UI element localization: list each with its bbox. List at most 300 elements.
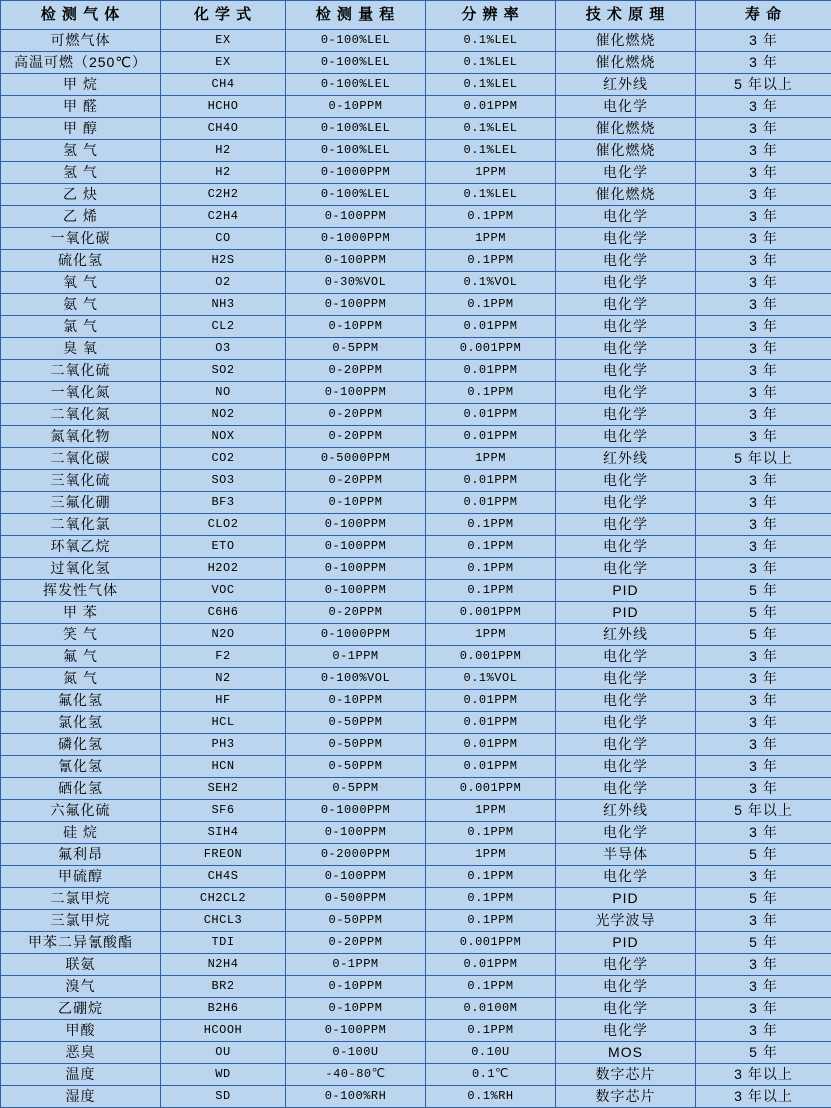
cell-range: 0-1000PPM <box>286 624 426 646</box>
cell-resolution: 0.001PPM <box>426 338 556 360</box>
cell-range: 0-1PPM <box>286 646 426 668</box>
cell-range: 0-20PPM <box>286 360 426 382</box>
cell-gas: 过氧化氢 <box>1 558 161 580</box>
cell-resolution: 0.1℃ <box>426 1064 556 1086</box>
cell-lifetime: 3 年 <box>696 228 831 250</box>
cell-gas: 氯化氢 <box>1 712 161 734</box>
cell-lifetime: 3 年 <box>696 250 831 272</box>
cell-formula: C2H2 <box>161 184 286 206</box>
cell-resolution: 0.1%LEL <box>426 140 556 162</box>
cell-range: 0-500PPM <box>286 888 426 910</box>
table-row <box>1 558 831 580</box>
column-header-principle: 技 术 原 理 <box>556 1 696 30</box>
cell-range: 0-10PPM <box>286 96 426 118</box>
cell-gas: 氢 气 <box>1 162 161 184</box>
cell-principle: 数字芯片 <box>556 1064 696 1086</box>
table-row <box>1 888 831 910</box>
cell-formula: BR2 <box>161 976 286 998</box>
cell-resolution: 0.01PPM <box>426 734 556 756</box>
cell-resolution: 0.001PPM <box>426 646 556 668</box>
table-row <box>1 1042 831 1064</box>
cell-gas: 甲硫醇 <box>1 866 161 888</box>
table-row <box>1 30 831 52</box>
cell-formula: H2S <box>161 250 286 272</box>
cell-formula: C6H6 <box>161 602 286 624</box>
cell-lifetime: 3 年 <box>696 558 831 580</box>
cell-gas: 二氧化碳 <box>1 448 161 470</box>
cell-formula: OU <box>161 1042 286 1064</box>
cell-range: 0-50PPM <box>286 734 426 756</box>
cell-formula: CLO2 <box>161 514 286 536</box>
cell-formula: H2 <box>161 140 286 162</box>
cell-principle: 电化学 <box>556 536 696 558</box>
cell-resolution: 0.01PPM <box>426 690 556 712</box>
table-row <box>1 1086 831 1108</box>
cell-principle: 电化学 <box>556 778 696 800</box>
table-row <box>1 976 831 998</box>
cell-principle: 半导体 <box>556 844 696 866</box>
cell-formula: HF <box>161 690 286 712</box>
table-row <box>1 140 831 162</box>
cell-lifetime: 3 年 <box>696 404 831 426</box>
cell-resolution: 1PPM <box>426 624 556 646</box>
cell-gas: 氨 气 <box>1 294 161 316</box>
cell-gas: 联氨 <box>1 954 161 976</box>
cell-resolution: 0.1PPM <box>426 822 556 844</box>
cell-formula: SO3 <box>161 470 286 492</box>
cell-principle: 电化学 <box>556 294 696 316</box>
cell-formula: SIH4 <box>161 822 286 844</box>
table-row <box>1 624 831 646</box>
cell-principle: 电化学 <box>556 206 696 228</box>
cell-resolution: 0.1PPM <box>426 206 556 228</box>
table-row <box>1 866 831 888</box>
cell-range: 0-20PPM <box>286 426 426 448</box>
cell-formula: F2 <box>161 646 286 668</box>
cell-lifetime: 3 年 <box>696 294 831 316</box>
cell-range: 0-100PPM <box>286 822 426 844</box>
cell-lifetime: 3 年 <box>696 910 831 932</box>
cell-gas: 甲 烷 <box>1 74 161 96</box>
column-header-range: 检 测 量 程 <box>286 1 426 30</box>
cell-lifetime: 5 年 <box>696 844 831 866</box>
cell-lifetime: 3 年以上 <box>696 1086 831 1108</box>
table-row <box>1 646 831 668</box>
table-row <box>1 668 831 690</box>
cell-gas: 环氧乙烷 <box>1 536 161 558</box>
cell-principle: 电化学 <box>556 734 696 756</box>
cell-resolution: 0.01PPM <box>426 712 556 734</box>
cell-resolution: 0.01PPM <box>426 756 556 778</box>
cell-principle: 电化学 <box>556 690 696 712</box>
cell-resolution: 0.01PPM <box>426 404 556 426</box>
cell-lifetime: 3 年 <box>696 118 831 140</box>
cell-principle: 催化燃烧 <box>556 30 696 52</box>
cell-gas: 硒化氢 <box>1 778 161 800</box>
cell-principle: 催化燃烧 <box>556 184 696 206</box>
table-row <box>1 228 831 250</box>
cell-resolution: 0.001PPM <box>426 778 556 800</box>
cell-lifetime: 5 年 <box>696 888 831 910</box>
cell-range: -40-80℃ <box>286 1064 426 1086</box>
cell-lifetime: 3 年 <box>696 206 831 228</box>
cell-principle: 电化学 <box>556 1020 696 1042</box>
cell-gas: 氧 气 <box>1 272 161 294</box>
table-row <box>1 448 831 470</box>
table-row <box>1 514 831 536</box>
cell-lifetime: 3 年 <box>696 1020 831 1042</box>
cell-formula: N2O <box>161 624 286 646</box>
cell-range: 0-100%RH <box>286 1086 426 1108</box>
table-row <box>1 470 831 492</box>
cell-lifetime: 3 年 <box>696 162 831 184</box>
cell-principle: 电化学 <box>556 316 696 338</box>
table-row <box>1 206 831 228</box>
column-header-gas: 检 测 气 体 <box>1 1 161 30</box>
cell-principle: 电化学 <box>556 272 696 294</box>
cell-range: 0-20PPM <box>286 602 426 624</box>
cell-lifetime: 3 年 <box>696 976 831 998</box>
cell-resolution: 0.01PPM <box>426 470 556 492</box>
cell-range: 0-10PPM <box>286 316 426 338</box>
cell-principle: 电化学 <box>556 228 696 250</box>
column-header-lifetime: 寿 命 <box>696 1 831 30</box>
cell-range: 0-10PPM <box>286 998 426 1020</box>
cell-principle: 电化学 <box>556 426 696 448</box>
cell-principle: 电化学 <box>556 558 696 580</box>
cell-lifetime: 3 年 <box>696 470 831 492</box>
cell-range: 0-100PPM <box>286 206 426 228</box>
cell-formula: ETO <box>161 536 286 558</box>
cell-lifetime: 5 年 <box>696 602 831 624</box>
cell-range: 0-100%VOL <box>286 668 426 690</box>
cell-principle: 光学波导 <box>556 910 696 932</box>
cell-resolution: 0.01PPM <box>426 360 556 382</box>
table-row <box>1 800 831 822</box>
cell-principle: 电化学 <box>556 646 696 668</box>
cell-range: 0-1PPM <box>286 954 426 976</box>
cell-gas: 乙 烯 <box>1 206 161 228</box>
cell-lifetime: 3 年 <box>696 514 831 536</box>
cell-gas: 氟 气 <box>1 646 161 668</box>
table-row <box>1 404 831 426</box>
cell-range: 0-1000PPM <box>286 800 426 822</box>
cell-principle: 电化学 <box>556 866 696 888</box>
cell-formula: TDI <box>161 932 286 954</box>
cell-gas: 甲酸 <box>1 1020 161 1042</box>
cell-gas: 挥发性气体 <box>1 580 161 602</box>
cell-lifetime: 3 年 <box>696 998 831 1020</box>
cell-lifetime: 3 年 <box>696 426 831 448</box>
cell-resolution: 0.01PPM <box>426 954 556 976</box>
cell-lifetime: 5 年 <box>696 1042 831 1064</box>
cell-resolution: 0.1PPM <box>426 294 556 316</box>
cell-principle: 催化燃烧 <box>556 118 696 140</box>
table-row <box>1 162 831 184</box>
cell-resolution: 0.1%LEL <box>426 52 556 74</box>
cell-gas: 一氧化碳 <box>1 228 161 250</box>
cell-gas: 一氧化氮 <box>1 382 161 404</box>
table-row <box>1 294 831 316</box>
cell-range: 0-100PPM <box>286 250 426 272</box>
cell-gas: 三氟化硼 <box>1 492 161 514</box>
cell-formula: EX <box>161 30 286 52</box>
cell-principle: 电化学 <box>556 998 696 1020</box>
cell-gas: 笑 气 <box>1 624 161 646</box>
table-row <box>1 360 831 382</box>
cell-resolution: 1PPM <box>426 162 556 184</box>
cell-range: 0-100%LEL <box>286 74 426 96</box>
cell-lifetime: 3 年 <box>696 866 831 888</box>
cell-gas: 甲苯二异氰酸酯 <box>1 932 161 954</box>
cell-formula: NH3 <box>161 294 286 316</box>
cell-principle: 电化学 <box>556 360 696 382</box>
cell-principle: 电化学 <box>556 756 696 778</box>
table-row <box>1 52 831 74</box>
cell-formula: VOC <box>161 580 286 602</box>
cell-principle: 红外线 <box>556 624 696 646</box>
cell-lifetime: 3 年 <box>696 734 831 756</box>
cell-range: 0-30%VOL <box>286 272 426 294</box>
cell-lifetime: 3 年 <box>696 30 831 52</box>
table-row <box>1 778 831 800</box>
cell-range: 0-5000PPM <box>286 448 426 470</box>
cell-formula: CHCL3 <box>161 910 286 932</box>
cell-range: 0-100PPM <box>286 866 426 888</box>
cell-principle: 电化学 <box>556 382 696 404</box>
cell-resolution: 0.1PPM <box>426 976 556 998</box>
cell-range: 0-50PPM <box>286 756 426 778</box>
cell-principle: 电化学 <box>556 954 696 976</box>
cell-formula: HCHO <box>161 96 286 118</box>
cell-range: 0-100PPM <box>286 382 426 404</box>
cell-range: 0-1000PPM <box>286 162 426 184</box>
cell-resolution: 0.1%RH <box>426 1086 556 1108</box>
cell-range: 0-20PPM <box>286 404 426 426</box>
cell-formula: SEH2 <box>161 778 286 800</box>
cell-gas: 甲 醛 <box>1 96 161 118</box>
cell-principle: 电化学 <box>556 96 696 118</box>
cell-resolution: 0.1PPM <box>426 580 556 602</box>
cell-formula: BF3 <box>161 492 286 514</box>
cell-range: 0-100%LEL <box>286 52 426 74</box>
cell-resolution: 0.1PPM <box>426 1020 556 1042</box>
cell-lifetime: 5 年 <box>696 580 831 602</box>
cell-principle: 红外线 <box>556 448 696 470</box>
cell-formula: CH4O <box>161 118 286 140</box>
cell-formula: NO2 <box>161 404 286 426</box>
cell-formula: SD <box>161 1086 286 1108</box>
cell-lifetime: 3 年 <box>696 756 831 778</box>
cell-principle: 催化燃烧 <box>556 140 696 162</box>
cell-range: 0-5PPM <box>286 778 426 800</box>
cell-lifetime: 5 年 <box>696 624 831 646</box>
cell-range: 0-100PPM <box>286 536 426 558</box>
cell-gas: 乙硼烷 <box>1 998 161 1020</box>
cell-principle: 电化学 <box>556 162 696 184</box>
table-row <box>1 602 831 624</box>
cell-lifetime: 3 年 <box>696 712 831 734</box>
table-row <box>1 712 831 734</box>
header-row <box>1 1 831 30</box>
cell-formula: B2H6 <box>161 998 286 1020</box>
cell-resolution: 0.01PPM <box>426 492 556 514</box>
table-row <box>1 690 831 712</box>
cell-formula: CH2CL2 <box>161 888 286 910</box>
cell-lifetime: 3 年 <box>696 272 831 294</box>
cell-gas: 氯 气 <box>1 316 161 338</box>
cell-formula: CH4 <box>161 74 286 96</box>
cell-gas: 甲 苯 <box>1 602 161 624</box>
table-row <box>1 580 831 602</box>
cell-gas: 高温可燃（250℃） <box>1 52 161 74</box>
cell-principle: 电化学 <box>556 404 696 426</box>
cell-principle: PID <box>556 888 696 910</box>
cell-principle: 红外线 <box>556 74 696 96</box>
cell-range: 0-100PPM <box>286 580 426 602</box>
cell-lifetime: 3 年 <box>696 338 831 360</box>
cell-range: 0-50PPM <box>286 910 426 932</box>
table-row <box>1 426 831 448</box>
cell-gas: 三氯甲烷 <box>1 910 161 932</box>
cell-gas: 二氧化硫 <box>1 360 161 382</box>
cell-principle: MOS <box>556 1042 696 1064</box>
cell-formula: CL2 <box>161 316 286 338</box>
cell-resolution: 0.1PPM <box>426 514 556 536</box>
cell-resolution: 0.01PPM <box>426 426 556 448</box>
cell-resolution: 0.1PPM <box>426 536 556 558</box>
cell-gas: 二氧化氯 <box>1 514 161 536</box>
cell-formula: O2 <box>161 272 286 294</box>
cell-range: 0-10PPM <box>286 492 426 514</box>
cell-lifetime: 3 年 <box>696 954 831 976</box>
cell-gas: 氢 气 <box>1 140 161 162</box>
table-row <box>1 74 831 96</box>
cell-range: 0-100%LEL <box>286 140 426 162</box>
table-row <box>1 954 831 976</box>
cell-resolution: 0.1PPM <box>426 382 556 404</box>
cell-range: 0-100%LEL <box>286 118 426 140</box>
cell-resolution: 0.001PPM <box>426 602 556 624</box>
table-row <box>1 536 831 558</box>
cell-gas: 氮 气 <box>1 668 161 690</box>
table-row <box>1 382 831 404</box>
cell-resolution: 0.1PPM <box>426 866 556 888</box>
cell-formula: SO2 <box>161 360 286 382</box>
table-row <box>1 756 831 778</box>
cell-principle: 电化学 <box>556 338 696 360</box>
cell-range: 0-1000PPM <box>286 228 426 250</box>
table-row <box>1 910 831 932</box>
cell-gas: 可燃气体 <box>1 30 161 52</box>
cell-resolution: 1PPM <box>426 228 556 250</box>
cell-lifetime: 5 年 <box>696 932 831 954</box>
cell-gas: 甲 醇 <box>1 118 161 140</box>
table-row <box>1 338 831 360</box>
cell-lifetime: 3 年 <box>696 316 831 338</box>
cell-range: 0-100%LEL <box>286 30 426 52</box>
cell-formula: HCOOH <box>161 1020 286 1042</box>
table-row <box>1 316 831 338</box>
cell-gas: 二氯甲烷 <box>1 888 161 910</box>
column-header-resolution: 分 辨 率 <box>426 1 556 30</box>
cell-gas: 硫化氢 <box>1 250 161 272</box>
cell-gas: 二氧化氮 <box>1 404 161 426</box>
cell-formula: H2 <box>161 162 286 184</box>
cell-formula: EX <box>161 52 286 74</box>
cell-gas: 氟化氢 <box>1 690 161 712</box>
cell-range: 0-100PPM <box>286 558 426 580</box>
cell-formula: N2H4 <box>161 954 286 976</box>
cell-resolution: 0.01PPM <box>426 96 556 118</box>
cell-gas: 六氟化硫 <box>1 800 161 822</box>
cell-resolution: 0.1%LEL <box>426 30 556 52</box>
cell-resolution: 0.1%VOL <box>426 272 556 294</box>
cell-gas: 湿度 <box>1 1086 161 1108</box>
table-header <box>1 1 831 30</box>
cell-gas: 恶臭 <box>1 1042 161 1064</box>
cell-principle: PID <box>556 932 696 954</box>
cell-resolution: 0.0100M <box>426 998 556 1020</box>
cell-formula: CO2 <box>161 448 286 470</box>
cell-gas: 磷化氢 <box>1 734 161 756</box>
cell-lifetime: 3 年 <box>696 382 831 404</box>
cell-formula: H2O2 <box>161 558 286 580</box>
table-row <box>1 184 831 206</box>
cell-lifetime: 3 年 <box>696 668 831 690</box>
cell-formula: FREON <box>161 844 286 866</box>
cell-principle: 催化燃烧 <box>556 52 696 74</box>
cell-principle: 电化学 <box>556 712 696 734</box>
cell-lifetime: 5 年以上 <box>696 800 831 822</box>
cell-principle: 电化学 <box>556 492 696 514</box>
cell-formula: HCN <box>161 756 286 778</box>
cell-lifetime: 3 年以上 <box>696 1064 831 1086</box>
table-row <box>1 118 831 140</box>
cell-formula: HCL <box>161 712 286 734</box>
cell-range: 0-100U <box>286 1042 426 1064</box>
cell-resolution: 0.1PPM <box>426 888 556 910</box>
cell-gas: 氟利昂 <box>1 844 161 866</box>
table-row <box>1 272 831 294</box>
cell-resolution: 0.1PPM <box>426 558 556 580</box>
cell-formula: WD <box>161 1064 286 1086</box>
cell-lifetime: 3 年 <box>696 690 831 712</box>
cell-range: 0-10PPM <box>286 690 426 712</box>
cell-principle: 红外线 <box>556 800 696 822</box>
cell-formula: CH4S <box>161 866 286 888</box>
cell-formula: NOX <box>161 426 286 448</box>
cell-formula: N2 <box>161 668 286 690</box>
cell-principle: PID <box>556 580 696 602</box>
cell-formula: NO <box>161 382 286 404</box>
table-row <box>1 250 831 272</box>
cell-gas: 溴气 <box>1 976 161 998</box>
cell-lifetime: 3 年 <box>696 822 831 844</box>
table-body <box>1 30 831 1108</box>
cell-formula: CO <box>161 228 286 250</box>
table-row <box>1 822 831 844</box>
table-row <box>1 998 831 1020</box>
cell-lifetime: 3 年 <box>696 492 831 514</box>
cell-resolution: 1PPM <box>426 844 556 866</box>
cell-lifetime: 3 年 <box>696 96 831 118</box>
cell-resolution: 0.1%VOL <box>426 668 556 690</box>
cell-resolution: 1PPM <box>426 800 556 822</box>
cell-lifetime: 5 年以上 <box>696 74 831 96</box>
cell-resolution: 0.001PPM <box>426 932 556 954</box>
cell-lifetime: 3 年 <box>696 140 831 162</box>
